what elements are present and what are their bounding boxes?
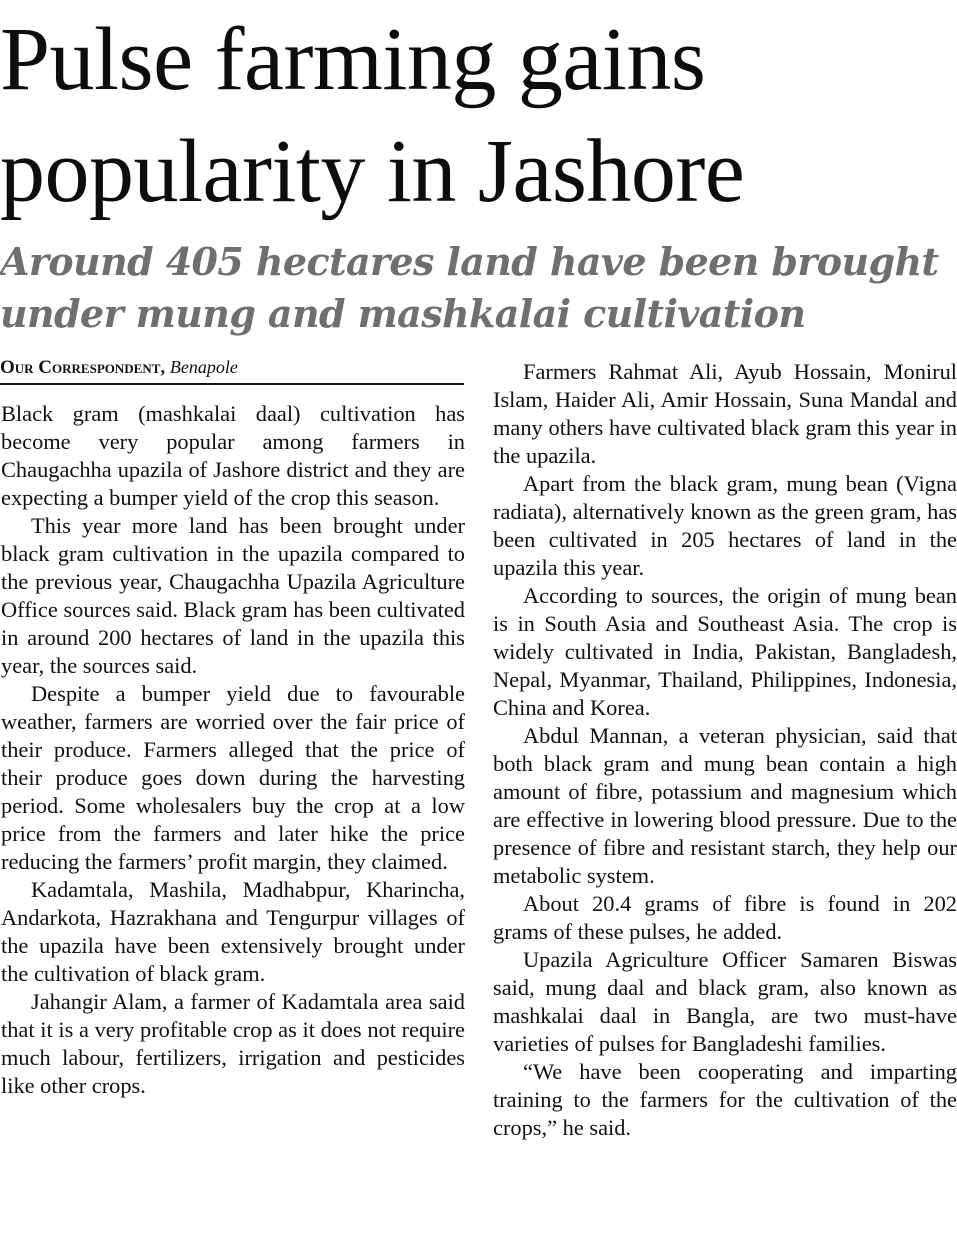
article-column-left <box>1 400 465 1100</box>
subheadline: Around 405 hectares land have been brought under mung and mashkalai cultivation <box>0 239 939 336</box>
paragraph: Kadamtala, Mashila, Madhabpur, Kharincha, Andarkota, Hazrakhana and Tengurpur villages of the upazila have been extensively brought under the cultivation of black gram. <box>1 877 465 986</box>
paragraph: Despite a bumper yield due to favourable weather, farmers are worried over the fair price of their produce. Farmers alleged that the price of their produce goes down during the harvesting period. Some wholesalers buy the crop at a low price from the farmers and later hike the price reducing the farmers’ profit margin, they claimed. <box>1 681 465 874</box>
paragraph: This year more land has been brought under black gram cultivation in the upazila compared to the previous year, Chaugachha Upazila Agriculture Office sources said. Black gram has been cultivated in around 200 hectares of land in the upazila this year, the sources said. <box>1 513 465 678</box>
headline: Pulse farming gains popularity in Jashore <box>0 10 745 221</box>
article-column-right <box>493 358 957 1142</box>
paragraph: About 20.4 grams of fibre is found in 202 grams of these pulses, he added. <box>493 891 957 944</box>
byline-author: Our Correspondent, <box>0 357 166 378</box>
paragraph: Apart from the black gram, mung bean (Vigna radiata), alternatively known as the green gram, has been cultivated in 205 hectares of land in the upazila this year. <box>493 471 957 580</box>
byline-location: Benapole <box>169 357 238 377</box>
paragraph: Black gram (mashkalai daal) cultivation has become very popular among farmers in Chaugachha upazila of Jashore district and they are expecting a bumper yield of the crop this season. <box>1 401 465 510</box>
paragraph: Upazila Agriculture Officer Samaren Biswas said, mung daal and black gram, also known as mashkalai daal in Bangla, are two must-have varieties of pulses for Bangladeshi families. <box>493 947 957 1056</box>
paragraph: Jahangir Alam, a farmer of Kadamtala area said that it is a very profitable crop as it does not require much labour, fertilizers, irrigation and pesticides like other crops. <box>1 989 465 1098</box>
paragraph: Abdul Mannan, a veteran physician, said that both black gram and mung bean contain a high amount of fibre, potassium and magnesium which are effective in lowering blood pressure. Due to the presence of fibre and resistant starch, they help our metabolic system. <box>493 723 957 888</box>
paragraph: Farmers Rahmat Ali, Ayub Hossain, Monirul Islam, Haider Ali, Amir Hossain, Suna Mandal and many others have cultivated black gram this year in the upazila. <box>493 359 957 468</box>
byline <box>0 355 464 385</box>
paragraph: “We have been cooperating and imparting training to the farmers for the cultivation of the crops,” he said. <box>493 1059 957 1140</box>
paragraph: According to sources, the origin of mung bean is in South Asia and Southeast Asia. The crop is widely cultivated in India, Pakistan, Bangladesh, Nepal, Myanmar, Thailand, Philippines, Indonesia, China and Korea. <box>493 583 957 720</box>
